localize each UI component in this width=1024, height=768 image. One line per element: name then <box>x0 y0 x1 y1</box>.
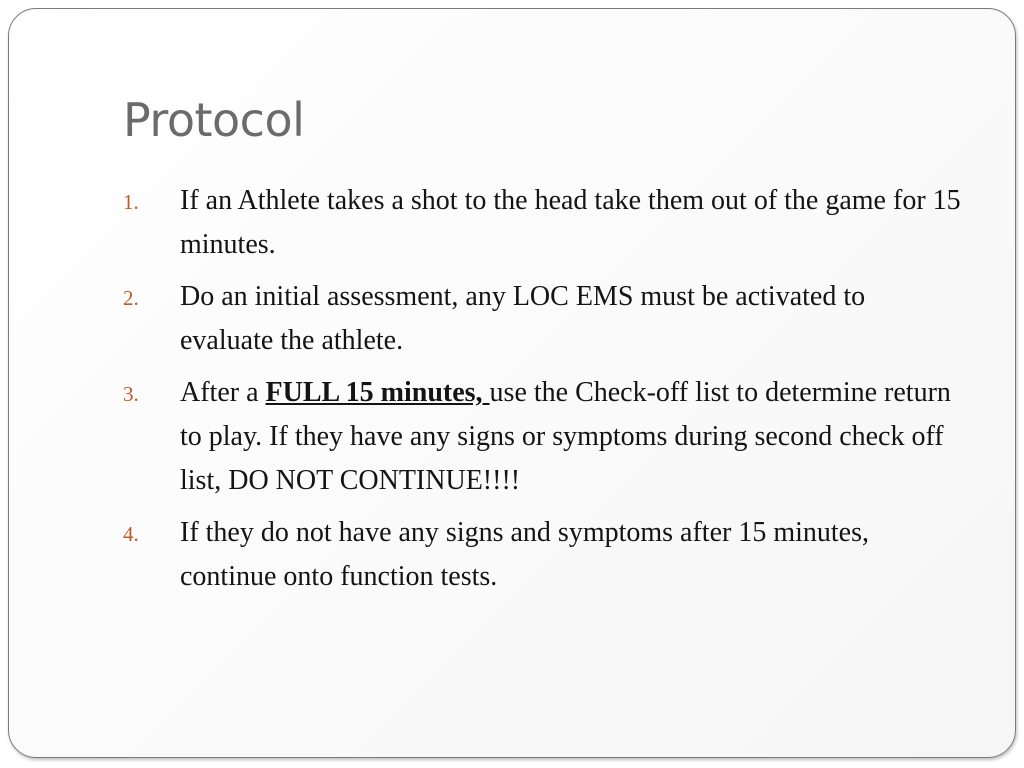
list-item-number: 4. <box>123 522 139 546</box>
list-item <box>123 511 963 599</box>
list-item <box>123 371 963 503</box>
list-item-number: 1. <box>123 190 139 214</box>
slide <box>8 8 1016 758</box>
list-item-text-before: After a <box>180 377 266 408</box>
emphasis-full-15-minutes: FULL 15 minutes, <box>265 377 490 408</box>
list-item-text <box>180 371 963 503</box>
list-item <box>123 275 963 363</box>
list-item-number: 3. <box>123 382 139 406</box>
list-item-text-after: use the Check-off list to determine return to play. If they have any signs or symptoms during second check off list, DO NOT CONTINUE!!!! <box>180 377 951 496</box>
list-item <box>123 179 963 267</box>
list-item-text: Do an initial assessment, any LOC EMS must be activated to evaluate the athlete. <box>180 281 866 356</box>
list-item-number: 2. <box>123 286 139 310</box>
slide-title: Protocol <box>123 93 305 147</box>
protocol-list <box>123 179 963 607</box>
list-item-text: If they do not have any signs and symptoms after 15 minutes, continue onto function tests. <box>180 517 869 592</box>
list-item-text: If an Athlete takes a shot to the head take them out of the game for 15 minutes. <box>180 185 961 260</box>
